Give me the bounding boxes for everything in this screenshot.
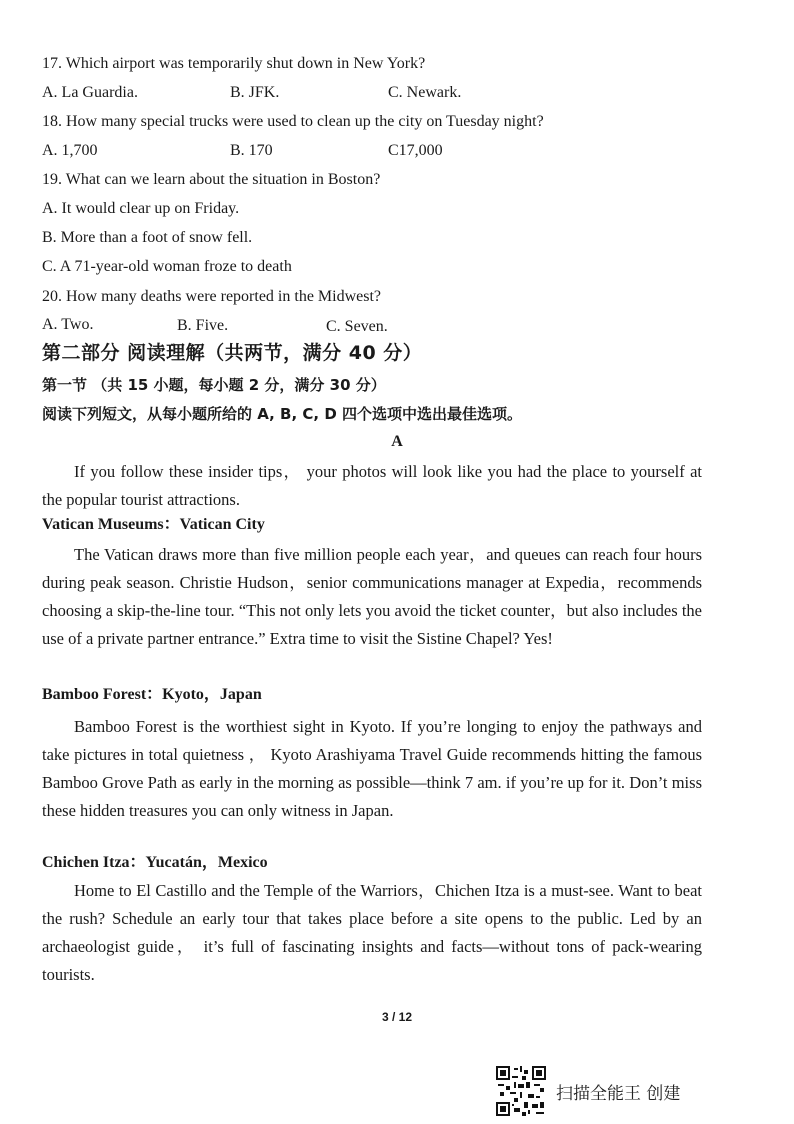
q18-option-b: B. 170 [230,142,273,159]
bamboo-heading: Bamboo Forest：Kyoto，Japan [42,686,262,703]
q19-option-a: A. It would clear up on Friday. [42,200,240,217]
q17-option-a: A. La Guardia. [42,84,138,101]
part2-title: 第二部分 阅读理解（共两节，满分 40 分） [42,342,423,364]
q20-option-c: C. Seven. [326,318,388,335]
question-17: 17. Which airport was temporarily shut down in New York? [42,55,426,72]
section1-heading: 第一节 （共 15 小题，每小题 2 分，满分 30 分） [42,376,386,394]
question-18: 18. How many special trucks were used to clean up the city on Tuesday night? [42,113,544,130]
q20-option-b: B. Five. [177,317,229,334]
q19-option-c: C. A 71-year-old woman froze to death [42,258,292,275]
question-20: 20. How many deaths were reported in the Midwest? [42,288,382,305]
passage-label: A [391,433,403,450]
vatican-paragraph: The Vatican draws more than five million people each year，and queues can reach four hours during peak season. Christie Hudson，senior communications manager at Expedia，recommends choosing a skip-the-line tour. “This not only lets you avoid the ticket counter，but also includes the use of a private partner entrance.” Extra time to visit the Sistine Chapel? Yes! [42,545,702,648]
q20-option-a: A. Two. [42,316,94,333]
question-19: 19. What can we learn about the situation in Boston? [42,171,381,188]
page-number: 3 / 12 [381,1010,413,1024]
q17-option-c: C. Newark. [388,84,462,101]
q17-option-b: B. JFK. [230,84,280,101]
qr-code-icon [496,1066,546,1116]
chichen-heading: Chichen Itza：Yucatán，Mexico [42,854,268,871]
instruction-text: 阅读下列短文，从每小题所给的 A, B, C, D 四个选项中选出最佳选项。 [42,405,522,423]
q18-option-c: C17,000 [388,142,443,159]
passage-intro: If you follow these insider tips， your photos will look like you had the place to yourself at the popular tourist attractions. [42,462,702,509]
bamboo-paragraph: Bamboo Forest is the worthiest sight in Kyoto. If you’re longing to enjoy the pathways and take pictures in total quietness ， Kyoto Arashiyama Travel Guide recommends hitting the famous Bamboo Grove Path as early in the morning as possible—think 7 am. if you’re up for it. Don’t miss these hidden treasures you can only witness in Japan. [42,717,702,820]
q18-option-a: A. 1,700 [42,142,98,159]
q19-option-b: B. More than a foot of snow fell. [42,229,253,246]
vatican-heading: Vatican Museums：Vatican City [42,516,265,533]
chichen-paragraph: Home to El Castillo and the Temple of the Warriors，Chichen Itza is a must-see. Want to beat the rush? Schedule an early tour that takes place before a site opens to the public. Led by an archaeologist guide， it’s full of fascinating insights and facts—without tons of pack-wearing tourists. [42,881,702,984]
scanner-watermark: 扫描全能王 创建 [556,1084,681,1104]
